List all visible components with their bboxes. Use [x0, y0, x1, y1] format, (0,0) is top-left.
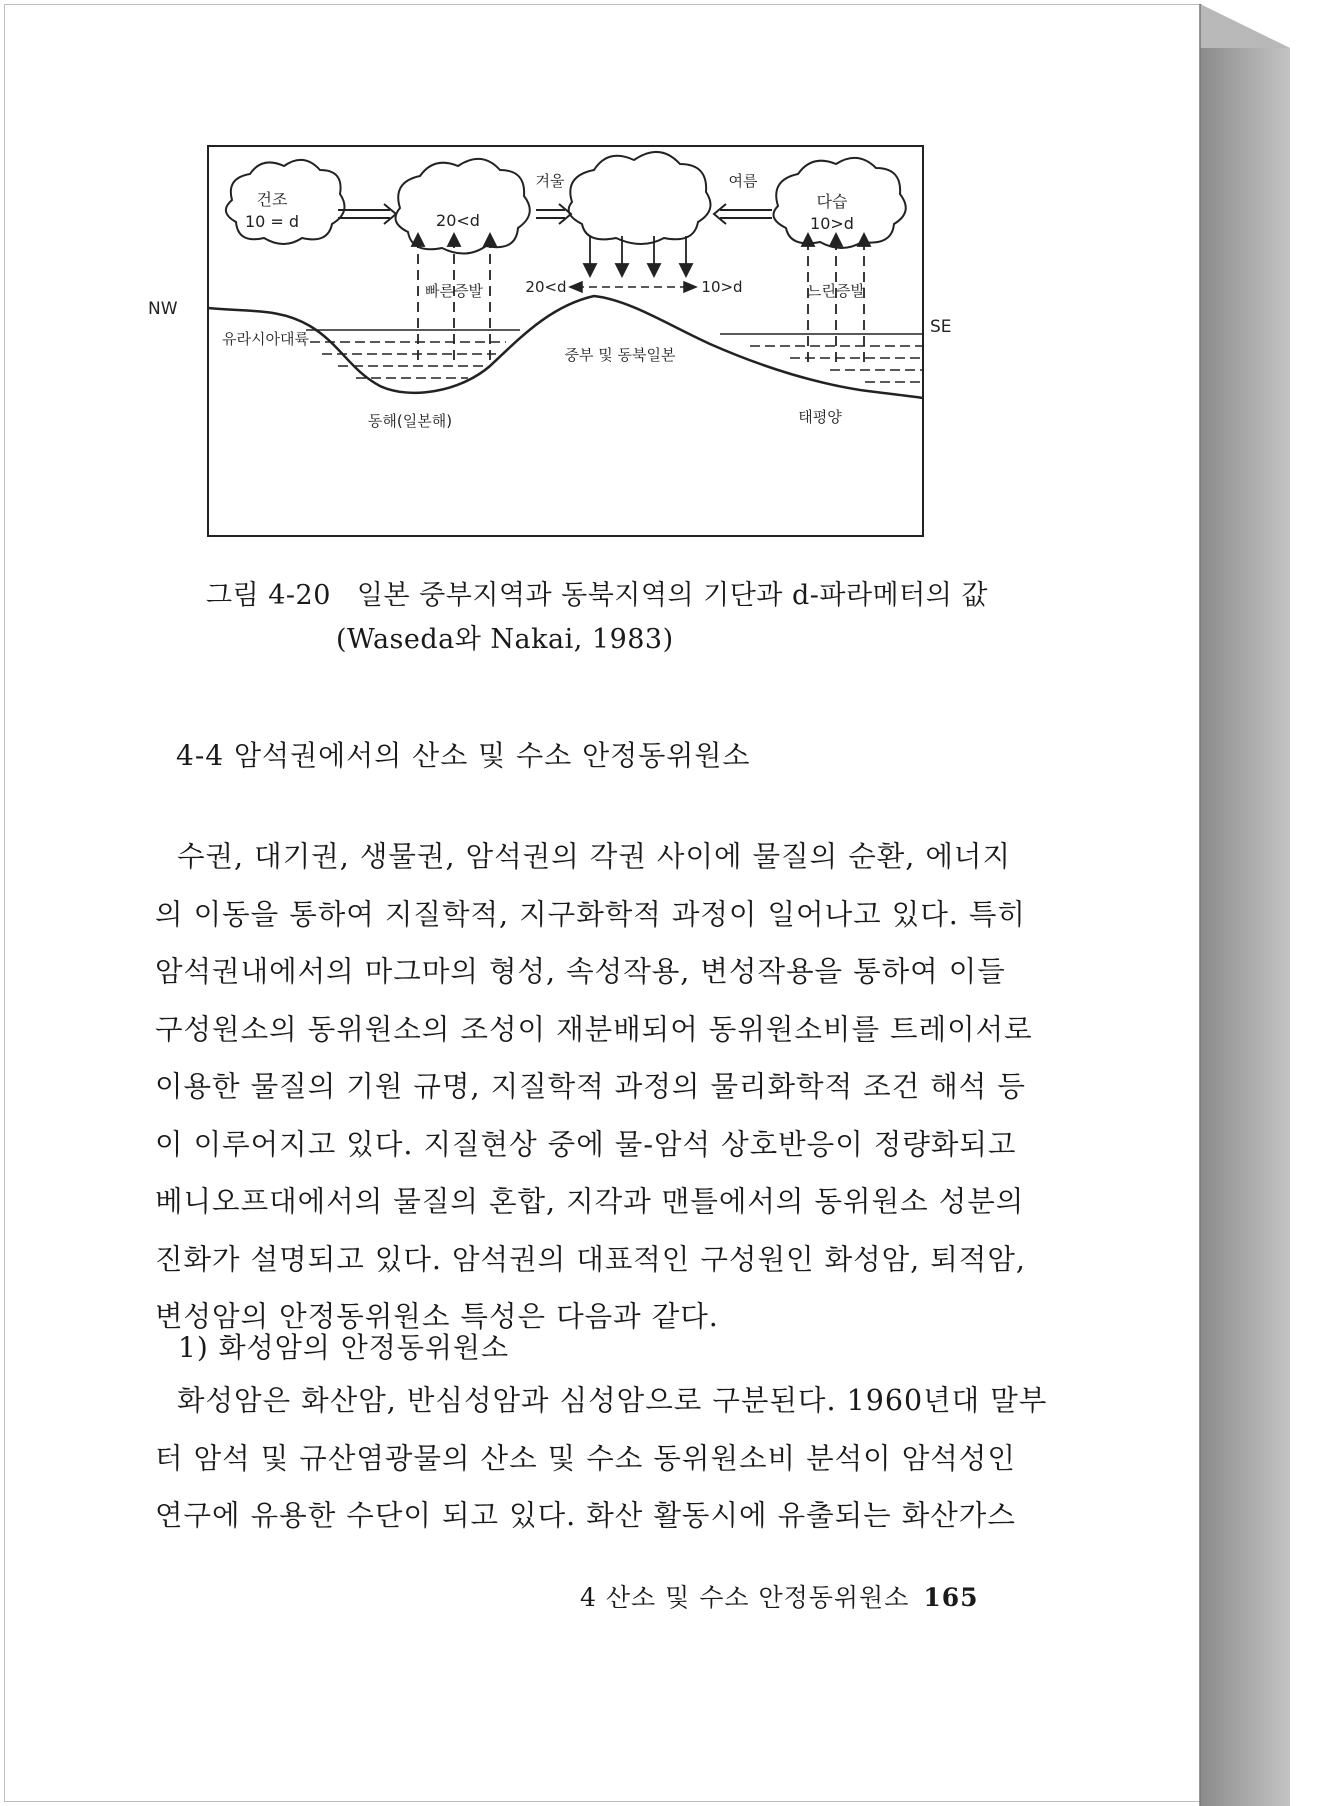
label-eurasia: 유라시아대륙 — [222, 330, 309, 348]
label-fast-evaporation: 빠른증발 — [425, 282, 483, 300]
paragraph-line: 수권, 대기권, 생물권, 암석권의 각권 사이에 물질의 순환, 에너지 — [177, 840, 1011, 873]
page-number: 165 — [923, 1583, 979, 1612]
cloud-humid-line2: 10>d — [810, 214, 854, 233]
label-gradient-right: 10>d — [701, 278, 743, 296]
section-heading: 4-4 암석권에서의 산소 및 수소 안정동위원소 — [176, 739, 751, 772]
body-paragraph-2 — [155, 1372, 1048, 1545]
label-nw: NW — [148, 299, 178, 319]
caption-line-1 — [206, 574, 1006, 618]
caption-title: 일본 중부지역과 동북지역의 기단과 d-파라메터의 값 — [356, 580, 988, 611]
paragraph-line: 터 암석 및 규산염광물의 산소 및 수소 동위원소비 분석이 암석성인 — [155, 1441, 1016, 1475]
label-gradient-left: 20<d — [525, 278, 567, 296]
label-se: SE — [930, 317, 952, 337]
paragraph-line: 이용한 물질의 기원 규명, 지질학적 과정의 물리화학적 조건 해석 등 — [155, 1070, 1026, 1103]
paragraph-line: 연구에 유용한 수단이 되고 있다. 화산 활동시에 유출되는 화산가스 — [155, 1499, 1016, 1532]
paragraph-line: 진화가 설명되고 있다. 암석권의 대표적인 구성원인 화성암, 퇴적암, — [155, 1242, 1026, 1276]
paragraph-line: 화성암은 화산암, 반심성암과 심성암으로 구분된다. 1960년대 말부 — [177, 1384, 1048, 1417]
paragraph-line: 이 이루어지고 있다. 지질현상 중에 물-암석 상호반응이 정량화되고 — [155, 1127, 1017, 1161]
label-central-northeast-japan: 중부 및 동북일본 — [564, 346, 676, 364]
figure-caption — [206, 574, 1006, 662]
caption-number: 그림 4-20 — [206, 580, 331, 611]
precipitation-arrows — [584, 236, 692, 276]
label-slow-evaporation: 느린증발 — [807, 282, 865, 300]
cloud-humid-line1: 다습 — [816, 192, 848, 211]
gradient-arrow — [570, 282, 696, 292]
cloud-dry-line1: 건조 — [256, 190, 288, 209]
paragraph-line: 암석권내에서의 마그마의 형성, 속성작용, 변성작용을 통하여 이들 — [155, 955, 1006, 988]
paragraph-line: 베니오프대에서의 물질의 혼합, 지각과 맨틀에서의 동위원소 성분의 — [155, 1185, 1025, 1218]
subsection-heading: 1) 화성암의 안정동위원소 — [178, 1331, 510, 1364]
caption-source: (Waseda와 Nakai, 1983) — [336, 624, 674, 655]
diagram-svg — [148, 130, 952, 550]
cloud-dry-line2: 10 = d — [244, 212, 300, 231]
label-east-sea: 동해(일본해) — [367, 412, 453, 430]
running-footer-chapter: 4 산소 및 수소 안정동위원소 — [580, 1583, 910, 1612]
label-winter: 겨울 — [535, 172, 565, 190]
sea-japan-water — [306, 330, 520, 378]
paragraph-line: 변성암의 안정동위원소 특성은 다음과 같다. — [155, 1300, 719, 1333]
cloud-japan-sea-line2: 20<d — [436, 211, 480, 230]
cloud-central — [569, 152, 711, 244]
figure-air-mass-diagram — [148, 130, 952, 550]
page-footer — [580, 1578, 980, 1614]
label-pacific: 태평양 — [798, 408, 842, 426]
paragraph-line: 의 이동을 통하여 지질학적, 지구화학적 과정이 일어나고 있다. 특히 — [155, 897, 1026, 931]
body-paragraph-1 — [155, 828, 1033, 1346]
paragraph-line: 구성원소의 동위원소의 조성이 재분배되어 동위원소비를 트레이서로 — [155, 1012, 1033, 1046]
pacific-water — [720, 334, 923, 382]
label-summer: 여름 — [728, 172, 758, 190]
